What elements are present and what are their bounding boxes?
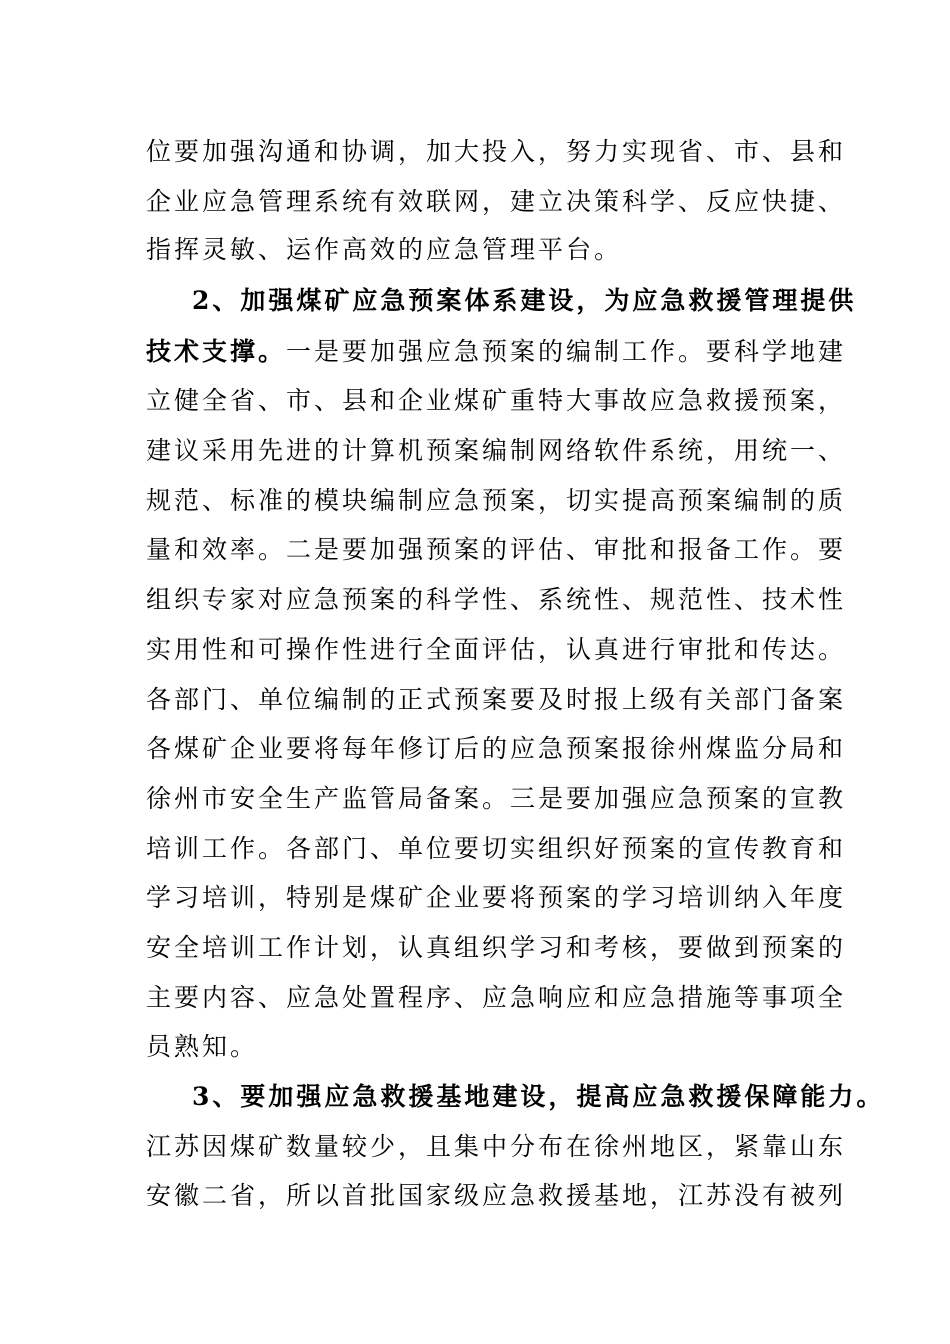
text-line: 安徽二省，所以首批国家级应急救援基地，江苏没有被列 <box>146 1181 847 1210</box>
text-line: 位要加强沟通和协调，加大投入，努力实现省、市、县和 <box>146 137 847 166</box>
text-line: 徐州市安全生产监管局备案。三是要加强应急预案的宣教 <box>146 784 847 813</box>
text-line: 企业应急管理系统有效联网，建立决策科学、反应快捷、 <box>146 187 847 216</box>
text-line: 主要内容、应急处置程序、应急响应和应急措施等事项全 <box>146 983 847 1012</box>
section-heading: 3、要加强应急救援基地建设，提高应急救援保障能力。 <box>192 1082 885 1111</box>
text-line: 指挥灵敏、运作高效的应急管理平台。 <box>146 235 623 264</box>
section-heading: 2、加强煤矿应急预案体系建设，为应急救援管理提供 <box>192 286 857 315</box>
text-line: 员熟知。 <box>146 1032 259 1061</box>
text-line: 学习培训，特别是煤矿企业要将预案的学习培训纳入年度 <box>146 883 847 912</box>
text-line: 安全培训工作计划，认真组织学习和考核，要做到预案的 <box>146 933 847 962</box>
text-line-rest: 一是要加强应急预案的编制工作。要科学地建 <box>286 337 847 366</box>
text-line: 建议采用先进的计算机预案编制网络软件系统，用统一、 <box>146 436 847 465</box>
text-line: 实用性和可操作性进行全面评估，认真进行审批和传达。 <box>146 635 847 664</box>
text-line: 各部门、单位编制的正式预案要及时报上级有关部门备案 <box>146 685 847 714</box>
text-line: 培训工作。各部门、单位要切实组织好预案的宣传教育和 <box>146 834 847 863</box>
section-heading-end: 技术支撑。 <box>146 337 287 366</box>
text-line <box>146 336 846 368</box>
text-line: 规范、标准的模块编制应急预案，切实提高预案编制的质 <box>146 486 847 515</box>
text-line: 立健全省、市、县和企业煤矿重特大事故应急救援预案， <box>146 386 847 415</box>
text-line: 量和效率。二是要加强预案的评估、审批和报备工作。要 <box>146 535 847 564</box>
text-line: 各煤矿企业要将每年修订后的应急预案报徐州煤监分局和 <box>146 734 847 763</box>
text-line: 组织专家对应急预案的科学性、系统性、规范性、技术性 <box>146 585 847 614</box>
text-line: 江苏因煤矿数量较少，且集中分布在徐州地区，紧靠山东 <box>146 1132 847 1161</box>
